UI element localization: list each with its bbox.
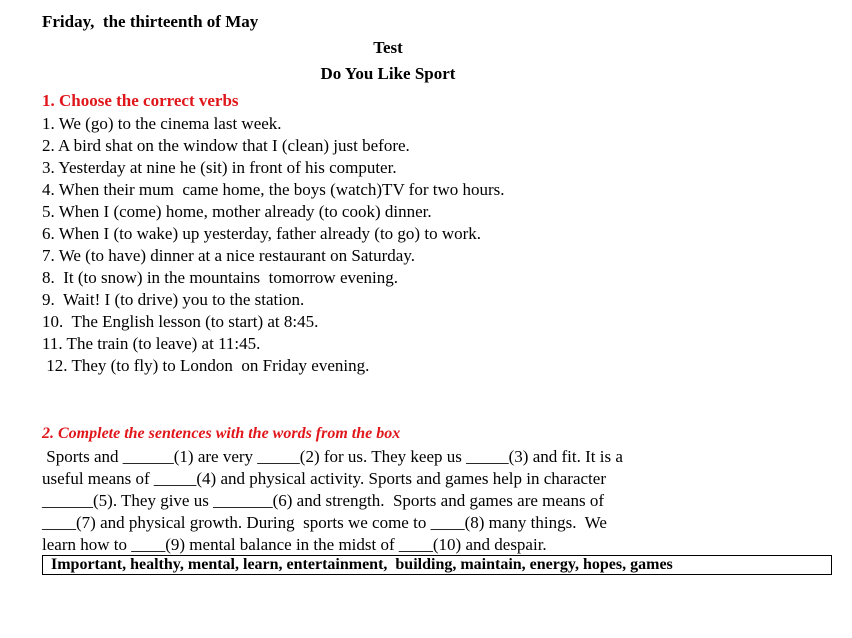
paragraph-line: ______(5). They give us _______(6) and strength. Sports and games are means of	[42, 491, 604, 510]
test-title: Test	[373, 38, 403, 57]
paragraph-line: useful means of _____(4) and physical activity. Sports and games help in character	[42, 469, 606, 488]
list-item: 1. We (go) to the cinema last week.	[42, 114, 282, 133]
list-item: 4. When their mum came home, the boys (watch)TV for two hours.	[42, 180, 505, 199]
paragraph-line: ____(7) and physical growth. During sports we come to ____(8) many things. We	[42, 513, 607, 532]
list-item: 8. It (to snow) in the mountains tomorrow evening.	[42, 268, 399, 287]
date-line: Friday, the thirteenth of May	[42, 12, 259, 31]
paragraph-line: Sports and ______(1) are very _____(2) for us. They keep us _____(3) and fit. It is a	[42, 447, 623, 466]
list-item: 11. The train (to leave) at 11:45.	[42, 334, 261, 353]
list-item: 3. Yesterday at nine he (sit) in front of his computer.	[42, 158, 397, 177]
list-item: 6. When I (to wake) up yesterday, father already (to go) to work.	[42, 224, 482, 243]
test-subtitle: Do You Like Sport	[320, 64, 456, 83]
list-item: 5. When I (come) home, mother already (to cook) dinner.	[42, 202, 432, 221]
list-item: 2. A bird shat on the window that I (clean) just before.	[42, 136, 410, 155]
list-item: 7. We (to have) dinner at a nice restaurant on Saturday.	[42, 246, 415, 265]
word-box: Important, healthy, mental, learn, entertainment, building, maintain, energy, hopes, games	[42, 555, 832, 575]
list-item: 12. They (to fly) to London on Friday evening.	[42, 356, 370, 375]
list-item: 9. Wait! I (to drive) you to the station.	[42, 290, 305, 309]
verb-exercise-list	[42, 113, 505, 377]
list-item: 10. The English lesson (to start) at 8:45.	[42, 312, 319, 331]
section2-heading: 2. Complete the sentences with the words from the box	[42, 425, 401, 442]
section1-heading: 1. Choose the correct verbs	[42, 91, 239, 110]
cloze-paragraph	[42, 446, 623, 556]
paragraph-line: learn how to ____(9) mental balance in the midst of ____(10) and despair.	[42, 535, 547, 554]
